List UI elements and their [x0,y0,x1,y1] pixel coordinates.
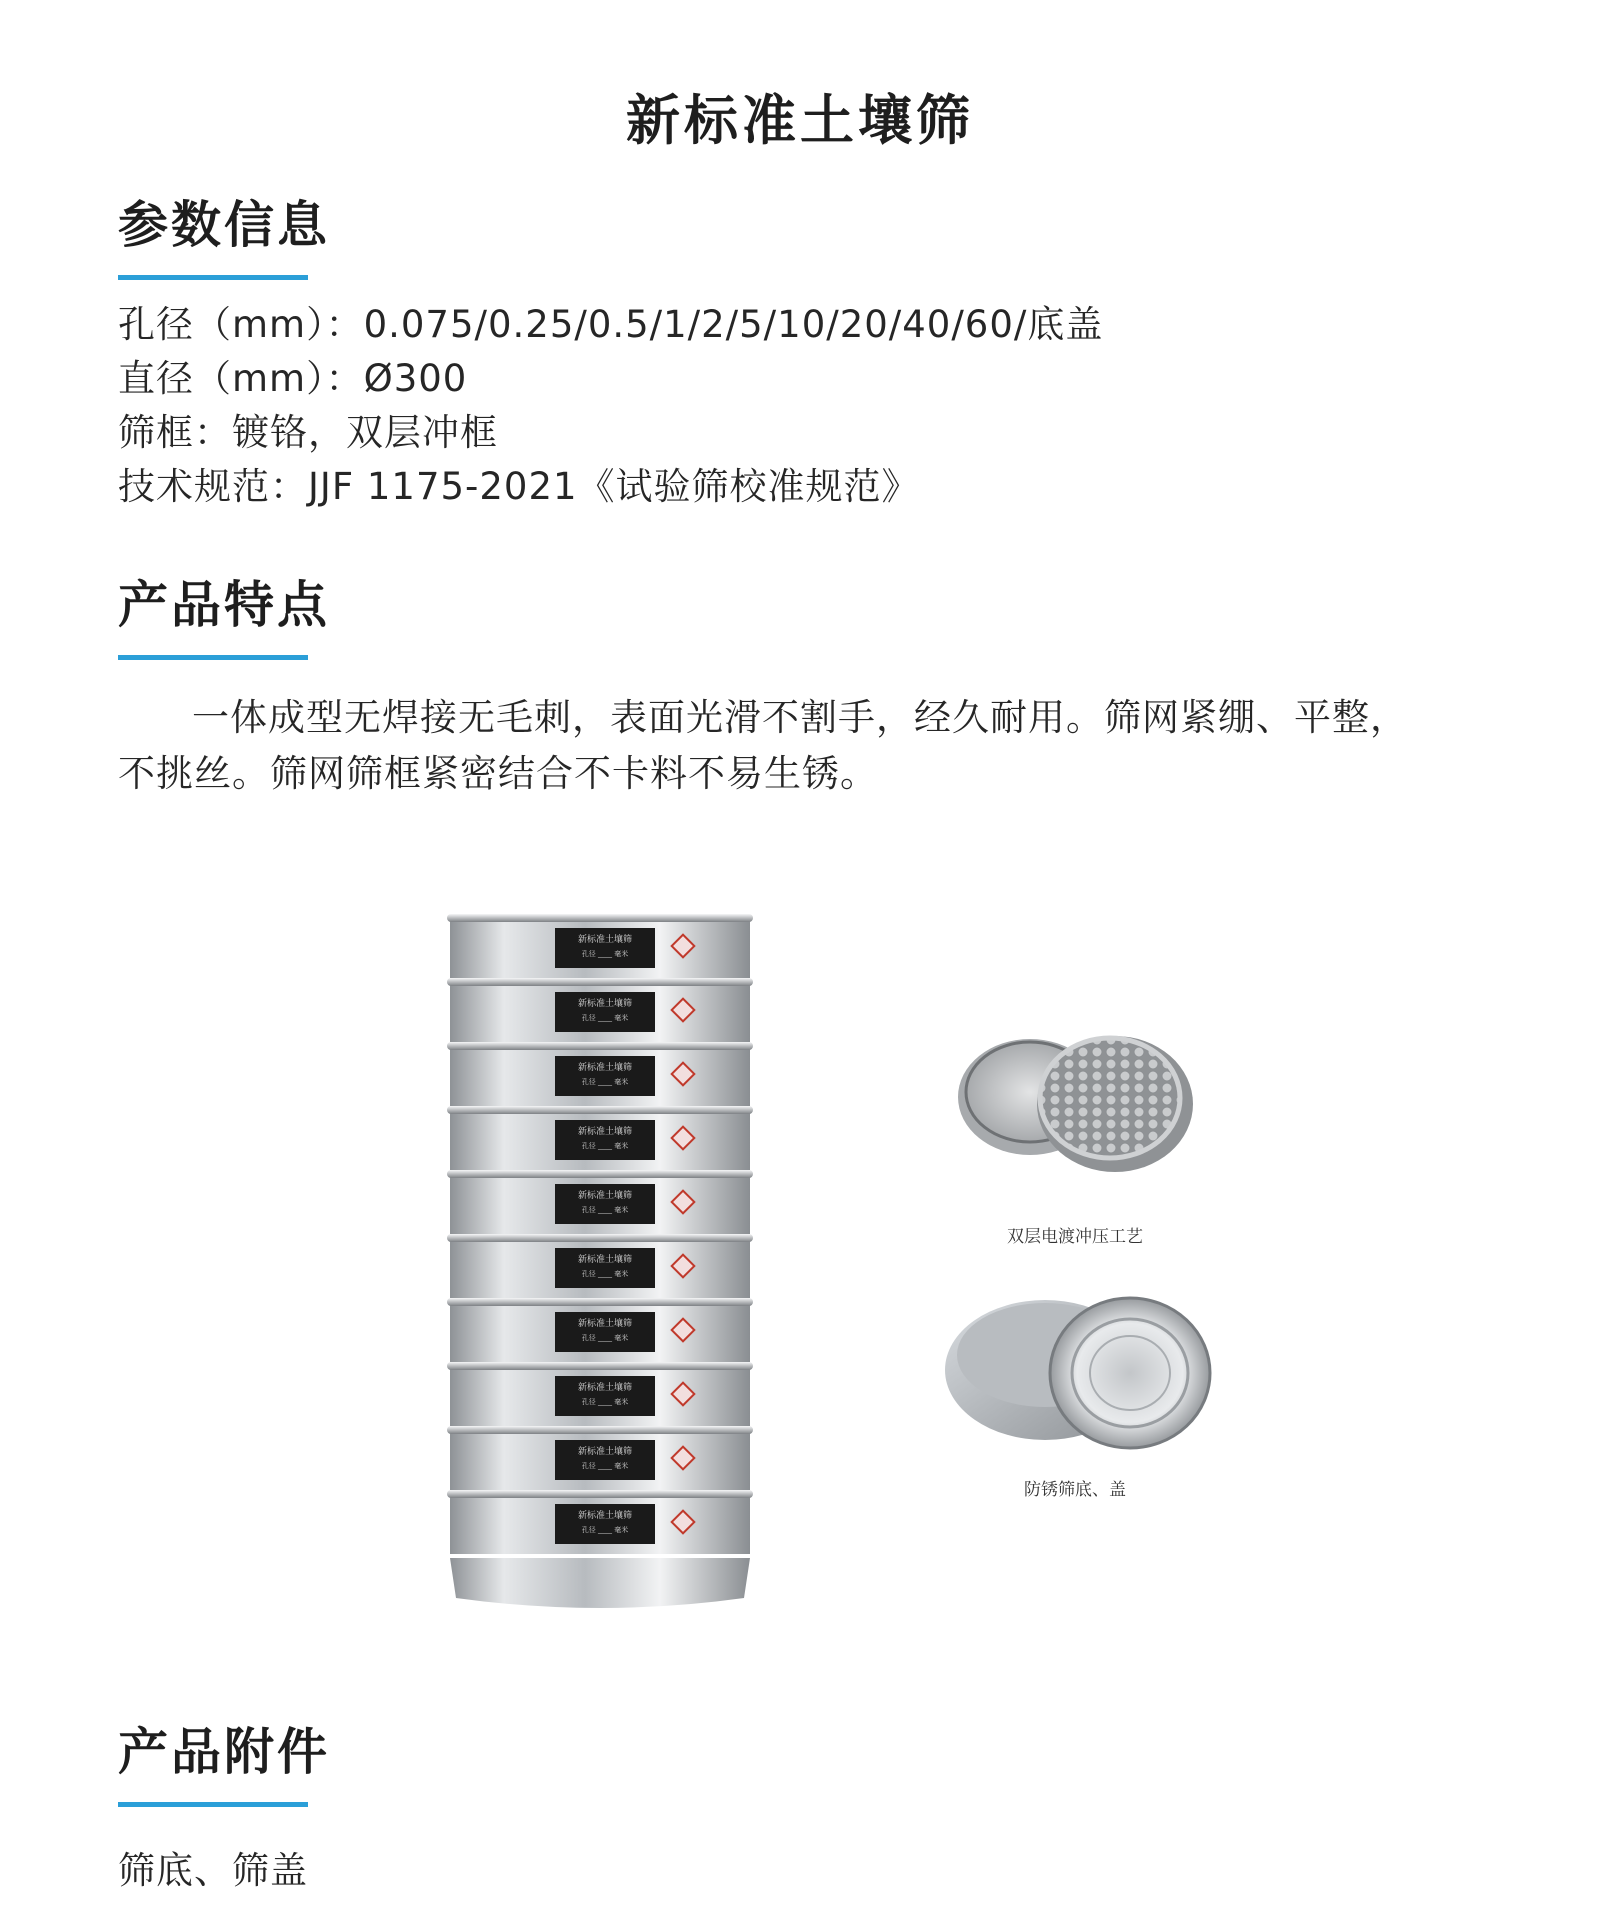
sieve-stack-image [440,900,760,1610]
sieve-label-aperture: 孔径 ____ 毫米 [581,1334,629,1342]
sieve-label-aperture: 孔径 ____ 毫米 [581,1462,629,1470]
detail2-caption: 防锈筛底、盖 [1024,1480,1126,1500]
sieve-label-plate [555,1376,655,1416]
accessories-text: 筛底、筛盖 [118,1849,308,1892]
sieve-label-plate [555,1056,655,1096]
accessories-heading-text: 产品附件 [118,1723,330,1781]
sieve-label-aperture: 孔径 ____ 毫米 [581,1078,629,1086]
sieve-rim [447,1298,753,1306]
sieve-rim [447,1170,753,1178]
sieve-rim [447,1426,753,1434]
sieve-label-plate [555,992,655,1032]
pan-lid-image [940,1275,1220,1450]
sieve-detail-image [950,1022,1200,1182]
sieve-label-aperture: 孔径 ____ 毫米 [581,1526,629,1534]
sieve-label-aperture: 孔径 ____ 毫米 [581,950,629,958]
param-line: 直径（mm）：Ø300 [118,357,468,400]
sieve-label-aperture: 孔径 ____ 毫米 [581,1142,629,1150]
sieve-rim [447,1362,753,1370]
features-section-heading [118,575,330,660]
sieve-rim [447,1490,753,1498]
sieve-label-aperture: 孔径 ____ 毫米 [581,1270,629,1278]
page-title: 新标准土壤筛 [626,89,974,152]
params-heading-text: 参数信息 [118,196,330,254]
params-section-heading [118,195,330,280]
param-line: 筛框：镀铬，双层冲框 [118,411,498,454]
sieve-label-title: 新标准土壤筛 [577,1063,633,1073]
features-heading-text: 产品特点 [118,576,330,634]
accessories-section-heading [118,1722,330,1807]
heading-underline [118,655,308,660]
sieve-label-title: 新标准土壤筛 [577,999,633,1009]
sieve-label-plate [555,1504,655,1544]
sieve-label-title: 新标准土壤筛 [577,1511,633,1521]
sieve-label-plate [555,1248,655,1288]
sieve-label-title: 新标准土壤筛 [577,1447,633,1457]
sieve-label-aperture: 孔径 ____ 毫米 [581,1206,629,1214]
heading-underline [118,275,308,280]
sieve-label-plate [555,1440,655,1480]
param-line: 孔径（mm）：0.075/0.25/0.5/1/2/5/10/20/40/60/底盖 [118,303,1104,346]
sieve-bottom-pan [450,1558,750,1608]
sieve-rim [447,914,753,922]
sieve-label-title: 新标准土壤筛 [577,1383,633,1393]
sieve-label-title: 新标准土壤筛 [577,1191,633,1201]
sieve-label-title: 新标准土壤筛 [577,935,633,945]
params-list [118,298,1103,514]
sieve-label-plate [555,928,655,968]
param-line: 技术规范：JJF 1175-2021《试验筛校准规范》 [118,465,920,508]
heading-underline [118,1802,308,1807]
sieve-label-aperture: 孔径 ____ 毫米 [581,1398,629,1406]
sieve-label-title: 新标准土壤筛 [577,1255,633,1265]
detail1-caption: 双层电渡冲压工艺 [1007,1227,1143,1247]
sieve-rim [447,1042,753,1050]
sieve-label-aperture: 孔径 ____ 毫米 [581,1014,629,1022]
sieve-label-plate [555,1184,655,1224]
features-paragraph: 一体成型无焊接无毛刺，表面光滑不割手，经久耐用。筛网紧绷、平整，不挑丝。筛网筛框紧密结合不卡料不易生锈。 [118,696,1408,795]
sieve-label-title: 新标准土壤筛 [577,1127,633,1137]
sieve-label-plate [555,1312,655,1352]
sieve-rim [447,1234,753,1242]
sieve-label-title: 新标准土壤筛 [577,1319,633,1329]
sieve-rim [447,978,753,986]
sieve-rim [447,1106,753,1114]
sieve-label-plate [555,1120,655,1160]
